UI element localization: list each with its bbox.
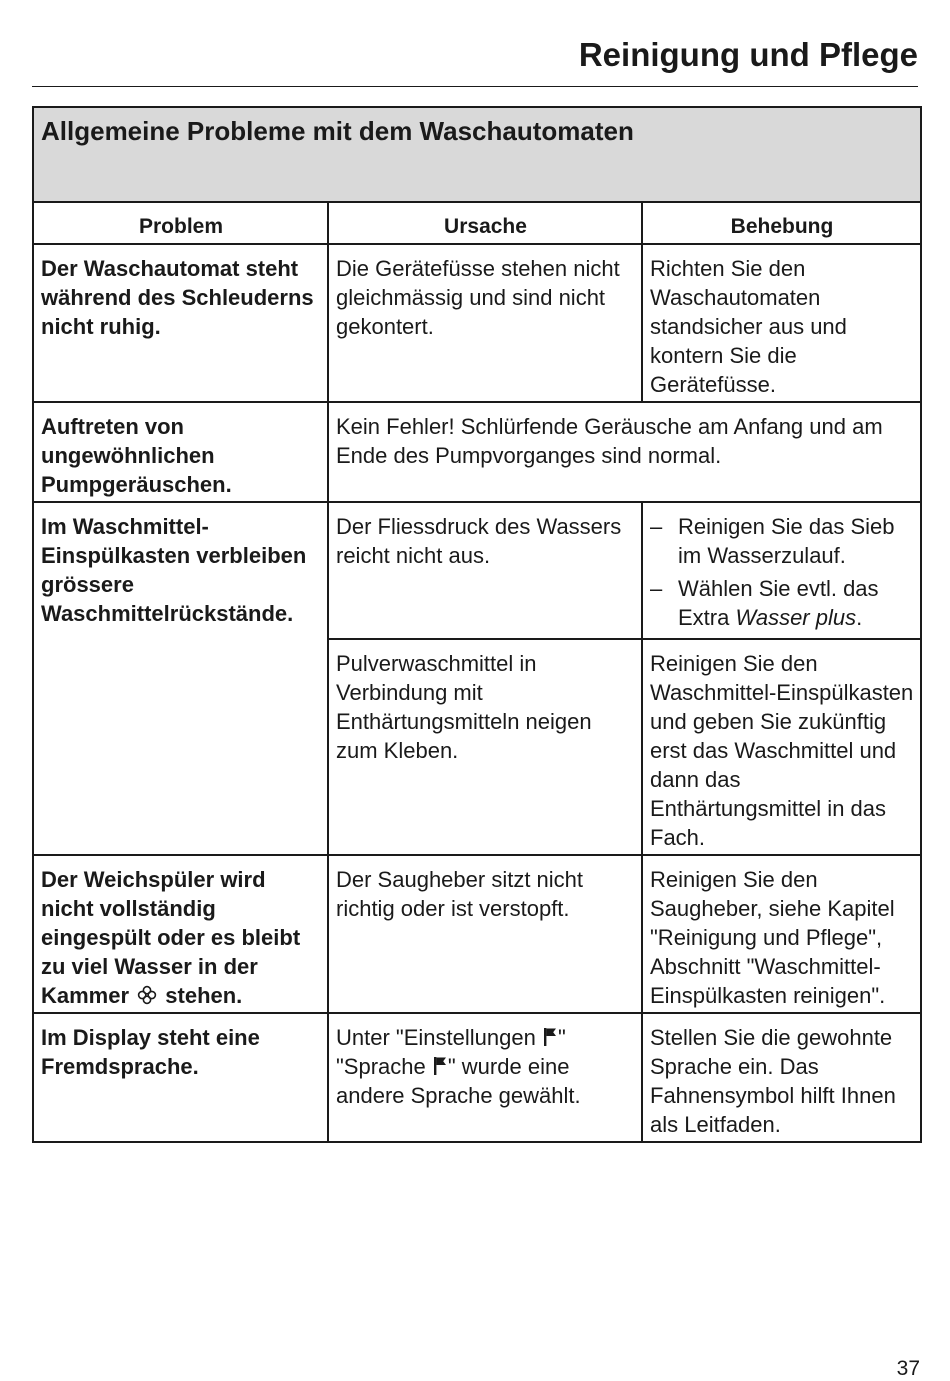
header-divider [32, 86, 918, 87]
cause-cell [328, 1013, 642, 1142]
problem-cell: Im Display steht eine Fremdsprache. [33, 1013, 328, 1142]
dash-bullet: – [650, 576, 663, 601]
remedy-cell: Reinigen Sie den Saugheber, siehe Kapitel "Reinigung und Pflege", Abschnitt "Waschmittel-Einspülkasten reinigen". [642, 855, 921, 1013]
list-item [650, 512, 914, 570]
column-header-problem: Problem [33, 202, 328, 244]
page-number: 37 [896, 1357, 920, 1380]
problem-text-end: stehen. [159, 983, 243, 1008]
remedy-list [650, 512, 914, 632]
remedy-cell [642, 502, 921, 639]
problem-cell: Der Waschautomat steht während des Schleuderns nicht ruhig. [33, 244, 328, 402]
cause-text: Unter "Einstellungen [336, 1025, 542, 1050]
list-item-text-end: . [856, 605, 863, 630]
flag-icon [433, 1056, 447, 1076]
list-item [650, 574, 914, 632]
program-option-name: Wasser plus [735, 605, 857, 630]
remedy-cell: Reinigen Sie den Waschmittel-Einspülkasten und geben Sie zukünftig erst das Waschmittel und dann das Enthärtungsmittel in das Fach. [642, 639, 921, 855]
remedy-cell: Richten Sie den Waschautomaten standsicher aus und kontern Sie die Gerätefüsse. [642, 244, 921, 402]
table-row [33, 244, 921, 402]
column-header-cause: Ursache [328, 202, 642, 244]
list-item-text: Reinigen Sie das Sieb im Wasserzulauf. [678, 514, 895, 568]
table-row [33, 1013, 921, 1142]
dash-bullet: – [650, 514, 663, 539]
problem-text: Der Weichspüler wird nicht vollständig eingespült oder es bleibt zu viel Wasser in der Kammer [41, 867, 301, 1008]
flag-icon [543, 1027, 557, 1047]
section-heading: Allgemeine Probleme mit dem Waschautomaten [33, 107, 921, 202]
remedy-cell: Stellen Sie die gewohnte Sprache ein. Das Fahnensymbol hilft Ihnen als Leitfaden. [642, 1013, 921, 1142]
table-row [33, 855, 921, 1013]
flower-icon [137, 985, 157, 1005]
problem-cell: Auftreten von ungewöhnlichen Pumpgeräuschen. [33, 402, 328, 502]
cause-cell: Der Saugheber sitzt nicht richtig oder ist verstopft. [328, 855, 642, 1013]
page-title: Reinigung und Pflege [578, 36, 918, 73]
cause-cell: Die Gerätefüsse stehen nicht gleichmässig und sind nicht gekontert. [328, 244, 642, 402]
troubleshooting-table [32, 106, 922, 1143]
cause-cell: Pulverwaschmittel in Verbindung mit Enthärtungsmitteln neigen zum Kleben. [328, 639, 642, 855]
cause-cell: Kein Fehler! Schlürfende Geräusche am Anfang und am Ende des Pumpvorganges sind normal. [328, 402, 921, 502]
problem-cell [33, 855, 328, 1013]
table-row [33, 502, 921, 639]
problem-cell: Im Waschmittel-Einspülkasten verbleiben grössere Waschmittelrückstände. [33, 502, 328, 855]
list-item-text: Wählen Sie evtl. das Extra [678, 576, 879, 630]
cause-cell: Der Fliessdruck des Wassers reicht nicht aus. [328, 502, 642, 639]
column-header-remedy: Behebung [642, 202, 921, 244]
cause-text-end: " wurde eine andere Sprache gewählt. [336, 1054, 581, 1108]
cause-text: " "Sprache [336, 1025, 566, 1079]
table-row [33, 402, 921, 502]
